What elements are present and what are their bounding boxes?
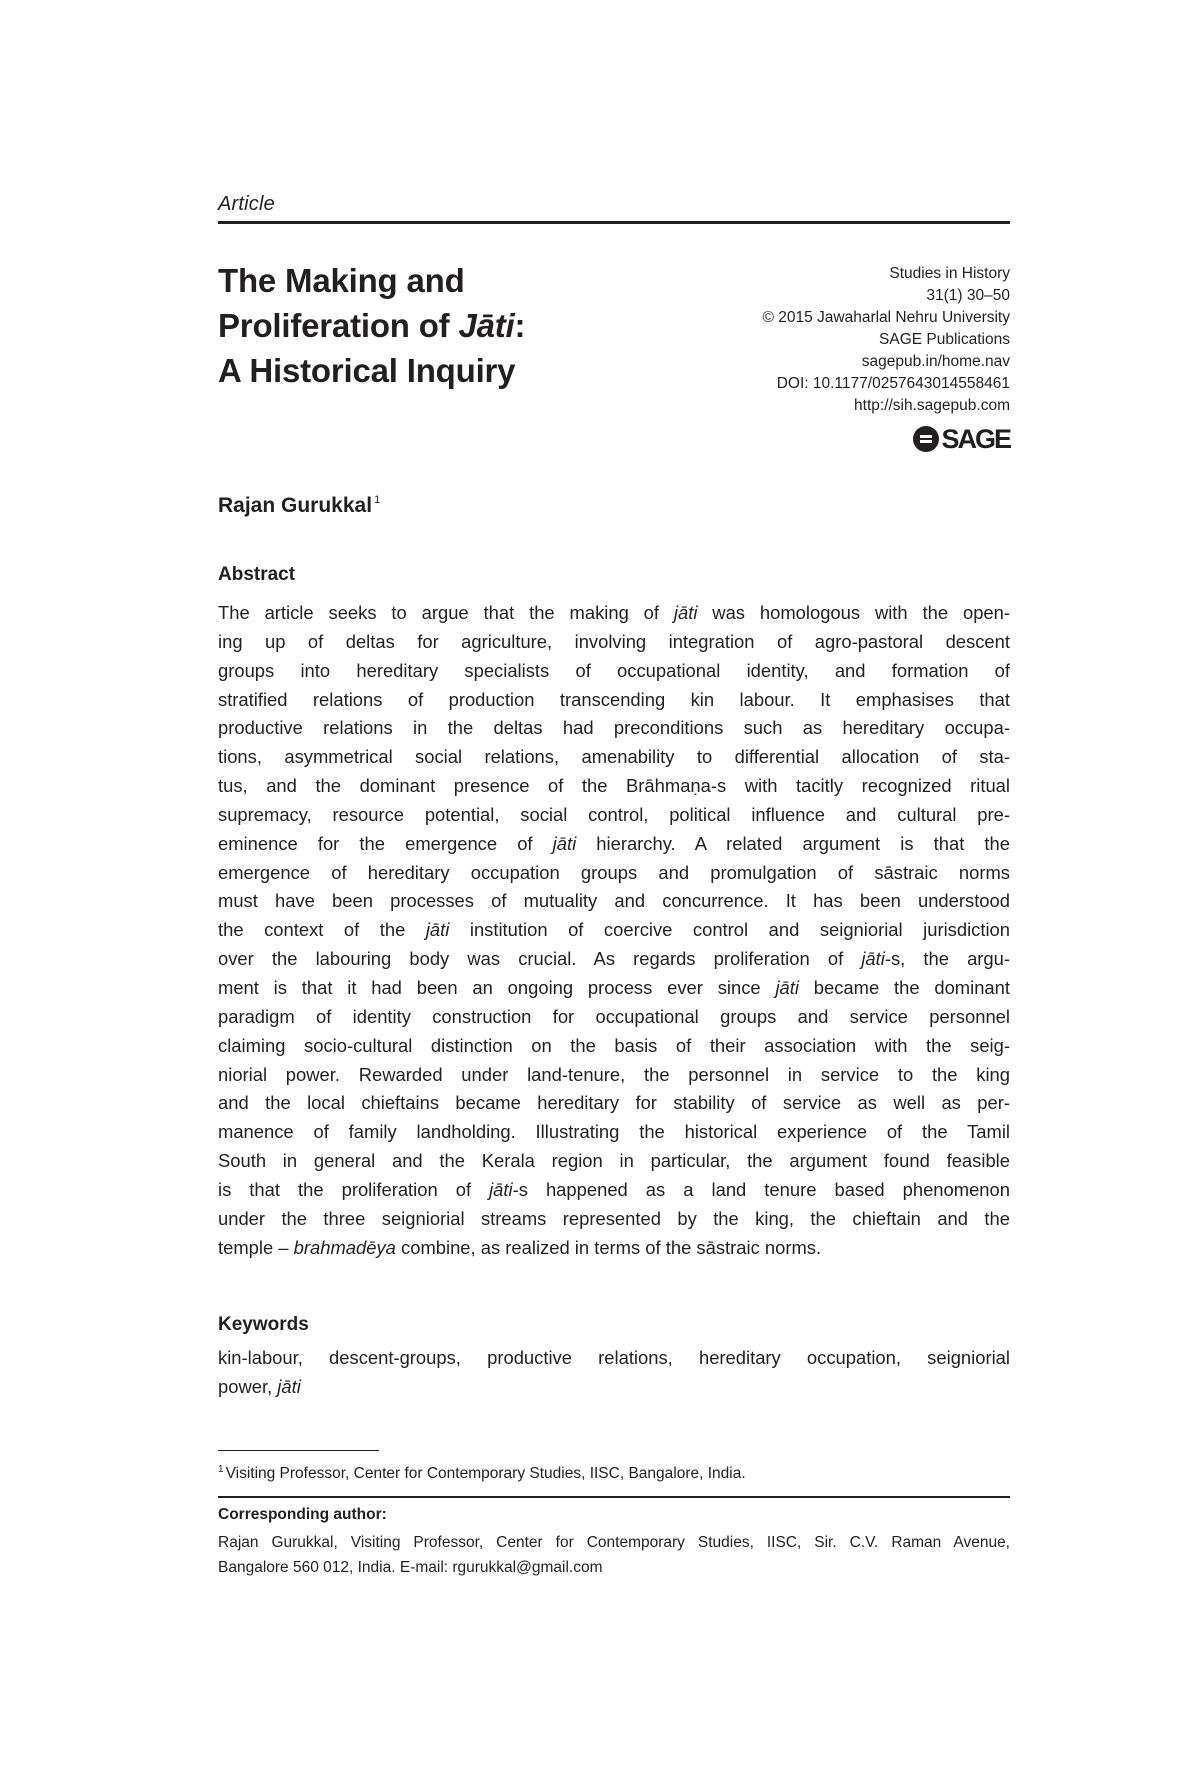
abstract-text: groups into hereditary specialists of occupational identity, and formation of [218, 659, 1010, 681]
article-page [218, 0, 1010, 1771]
author-affiliation-marker: 1 [374, 494, 381, 506]
abstract-text: -s happened as a land tenure based phenomenon [512, 1178, 1010, 1200]
footnote-rule [218, 1450, 379, 1451]
abstract-line [218, 859, 1010, 888]
title-italic-term: Jāti [458, 307, 515, 344]
article-title [218, 258, 658, 393]
abstract-text: tus, and the dominant presence of the Brāhmaṇa-s with tacitly recognized ritual [218, 775, 1010, 797]
footnote [218, 1460, 746, 1484]
abstract-line [218, 686, 1010, 715]
abstract-text: over the labouring body was crucial. As regards proliferation of [218, 948, 862, 970]
abstract-text: the context of the [218, 919, 426, 941]
abstract-line [218, 657, 1010, 686]
title-line-3: A Historical Inquiry [218, 352, 516, 389]
title-line-2: Proliferation of Jāti: [218, 307, 526, 344]
journal-url-link[interactable]: http://sih.sagepub.com [854, 397, 1010, 414]
footnote-marker: 1 [218, 1464, 224, 1475]
abstract-text: productive relations in the deltas had preconditions such as hereditary occupa- [218, 717, 1010, 739]
abstract-line [218, 1032, 1010, 1061]
journal-volume: 31(1) 30–50 [926, 287, 1010, 304]
abstract-line [218, 628, 1010, 657]
sage-logo [913, 424, 1010, 454]
corresponding-rule [218, 1496, 1010, 1498]
abstract-text: emergence of hereditary occupation groups and promulgation of sāstraic norms [218, 861, 1010, 883]
abstract-line [218, 599, 1010, 628]
abstract-line [218, 1118, 1010, 1147]
abstract-text: ment is that it had been an ongoing process ever since [218, 976, 776, 998]
abstract-line [218, 743, 1010, 772]
abstract-italic-term: jāti [861, 948, 885, 970]
abstract-line [218, 830, 1010, 859]
abstract-italic-term: jāti [552, 832, 577, 854]
abstract-text: claiming socio-cultural distinction on the basis of their association with the seig- [218, 1034, 1010, 1056]
journal-doi-link[interactable]: DOI: 10.1177/0257643014558461 [776, 375, 1010, 392]
journal-website-link[interactable]: sagepub.in/home.nav [861, 353, 1010, 370]
corresponding-line-1: Rajan Gurukkal, Visiting Professor, Center for Contemporary Studies, IISC, Sir. C.V. Raman Avenue, [218, 1534, 1010, 1551]
keyword-italic-term: jāti [277, 1375, 301, 1397]
abstract-text: is that the proliferation of [218, 1178, 490, 1200]
corresponding-author-details [218, 1530, 1010, 1580]
abstract-text: and the local chieftains became hereditary for stability of service as well as per- [218, 1092, 1010, 1114]
abstract-line [218, 1205, 1010, 1234]
abstract-line [218, 1147, 1010, 1176]
abstract-text: South in general and the Kerala region in particular, the argument found feasible [218, 1150, 1010, 1172]
abstract-text: eminence for the emergence of [218, 832, 553, 854]
abstract-line [218, 801, 1010, 830]
abstract-text: supremacy, resource potential, social control, political influence and cultural pre- [218, 803, 1010, 825]
abstract-line [218, 945, 1010, 974]
abstract-text: was homologous with the open- [697, 602, 1010, 623]
keywords-line-1: kin-labour, descent-groups, productive relations, hereditary occupation, seigniorial [218, 1347, 1010, 1368]
abstract-line [218, 1061, 1010, 1090]
abstract-italic-term: jāti [489, 1178, 513, 1200]
abstract-text: under the three seigniorial streams represented by the king, the chieftain and the [218, 1207, 1010, 1229]
abstract-body [218, 599, 1010, 1262]
abstract-text: hierarchy. A related argument is that the [576, 832, 1010, 854]
abstract-line [218, 1176, 1010, 1205]
abstract-line [218, 1234, 1010, 1263]
keywords-body [218, 1344, 1010, 1402]
author-name: Rajan Gurukkal $^1$ [218, 494, 381, 517]
abstract-italic-term: jāti [673, 602, 698, 623]
abstract-italic-term: jāti [775, 976, 799, 998]
abstract-text: The article seeks to argue that the making of [218, 602, 674, 623]
journal-publisher: SAGE Publications [879, 331, 1010, 348]
abstract-text: institution of coercive control and seigniorial jurisdiction [449, 919, 1011, 941]
abstract-text: temple – [218, 1236, 294, 1258]
sage-logo-text: SAGE [941, 424, 1010, 454]
corresponding-line-2: Bangalore 560 012, India. E-mail: rgurukkal@gmail.com [218, 1559, 603, 1576]
abstract-italic-term: brahmadēya [293, 1236, 396, 1258]
abstract-line [218, 974, 1010, 1003]
abstract-italic-term: jāti [425, 919, 450, 941]
sage-logo-icon [913, 426, 939, 452]
keywords-line-2: power, jāti [218, 1375, 301, 1397]
abstract-line [218, 916, 1010, 945]
article-type-label: Article [218, 193, 275, 215]
abstract-text: stratified relations of production transcending kin labour. It emphasises that [218, 688, 1010, 710]
footnote-text: Visiting Professor, Center for Contemporary Studies, IISC, Bangalore, India. [225, 1465, 746, 1482]
abstract-line [218, 1003, 1010, 1032]
corresponding-author-heading: Corresponding author: [218, 1506, 387, 1523]
abstract-line [218, 887, 1010, 916]
abstract-text: paradigm of identity construction for occupational groups and service personnel [218, 1005, 1010, 1027]
abstract-text: combine, as realized in terms of the sāstraic norms. [395, 1236, 822, 1258]
header-rule [218, 221, 1010, 224]
title-line-1: The Making and [218, 262, 465, 299]
abstract-heading: Abstract [218, 564, 296, 585]
abstract-text: ing up of deltas for agriculture, involving integration of agro-pastoral descent [218, 630, 1010, 652]
keywords-heading: Keywords [218, 1314, 309, 1335]
journal-copyright: © 2015 Jawaharlal Nehru University [762, 309, 1010, 326]
abstract-text: niorial power. Rewarded under land-tenure, the personnel in service to the king [218, 1063, 1010, 1085]
abstract-text: became the dominant [798, 976, 1010, 998]
abstract-line [218, 772, 1010, 801]
abstract-line [218, 1089, 1010, 1118]
abstract-line [218, 714, 1010, 743]
journal-name: Studies in History [889, 265, 1010, 282]
abstract-text: -s, the argu- [884, 948, 1011, 970]
abstract-text: manence of family landholding. Illustrating the historical experience of the Tamil [218, 1121, 1010, 1143]
journal-info-block [680, 263, 1010, 417]
abstract-text: tions, asymmetrical social relations, amenability to differential allocation of sta- [218, 746, 1010, 768]
abstract-text: must have been processes of mutuality and concurrence. It has been understood [218, 890, 1010, 912]
